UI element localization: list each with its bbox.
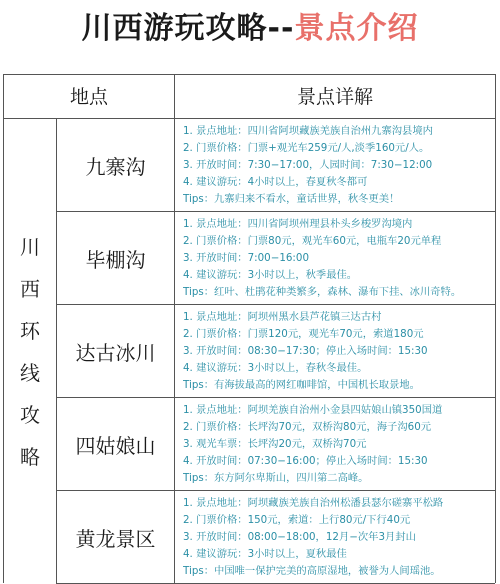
side-label — [4, 119, 57, 584]
page-title — [0, 0, 500, 74]
side-char: 略 — [20, 444, 40, 469]
spot-name: 达古冰川 — [57, 305, 175, 398]
detail-line: Tips：东方阿尔卑斯山，四川第二高峰。 — [183, 472, 369, 484]
spot-name: 毕棚沟 — [57, 212, 175, 305]
detail-line: Tips：红叶、杜鹃花种类繁多，森林、瀑布下挂、冰川奇特。 — [183, 286, 462, 298]
spot-details — [175, 119, 495, 212]
spot-name: 九寨沟 — [57, 119, 175, 212]
detail-line: 2. 门票价格：门票+观光车259元/人,淡季160元/人。 — [183, 142, 430, 154]
spot-details — [175, 305, 495, 398]
detail-line: 2. 门票价格：门票120元，观光车70元，索道180元 — [183, 328, 424, 340]
attractions-table — [3, 74, 496, 583]
detail-line: 2. 门票价格：150元，索道：上行80元/下行40元 — [183, 514, 411, 526]
detail-line: 1. 景点地址：四川省阿坝州理县朴头乡梭罗沟境内 — [183, 218, 413, 230]
detail-line: 1. 景点地址：四川省阿坝藏族羌族自治州九寨沟县境内 — [183, 125, 433, 137]
title-main: 川西游玩攻略-- — [81, 11, 295, 46]
detail-line: 3. 开放时间：08:30−17:30；停止入场时间：15:30 — [183, 345, 428, 357]
detail-line: 4. 开放时间：07:30−16:00；停止入场时间：15:30 — [183, 455, 428, 467]
table-row — [57, 305, 495, 398]
spot-details — [175, 491, 495, 584]
side-char: 环 — [20, 318, 40, 343]
detail-line: Tips：中国唯一保护完美的高原湿地，被誉为人间瑶池。 — [183, 565, 441, 577]
detail-line: 3. 开放时间：08:00−18:00，12月−次年3月封山 — [183, 531, 416, 543]
spot-details — [175, 212, 495, 305]
detail-line: 1. 景点地址：阿坝羌族自治州小金县四姑娘山镇350国道 — [183, 404, 443, 416]
detail-line: 4. 建议游玩：3小时以上，秋季最佳。 — [183, 269, 358, 281]
side-char: 川 — [20, 234, 40, 259]
side-char: 攻 — [20, 402, 40, 427]
spot-details — [175, 398, 495, 491]
detail-line: 1. 景点地址：阿坝藏族羌族自治州松潘县瑟尔磋寨平松路 — [183, 497, 444, 509]
table-row — [57, 491, 495, 584]
detail-line: 4. 建议游玩：4小时以上，春夏秋冬都可 — [183, 176, 368, 188]
detail-line: 3. 开放时间：7:30−17:00，人园时间：7:30−12:00 — [183, 159, 433, 171]
detail-line: 2. 门票价格：门票80元，观光车60元，电瓶车20元单程 — [183, 235, 442, 247]
table-row — [57, 398, 495, 491]
detail-line: 2. 门票价格：长坪沟70元，双桥沟80元，海子沟60元 — [183, 421, 432, 433]
detail-line: 3. 开放时间：7:00−16:00 — [183, 252, 310, 264]
detail-line: Tips：有海拔最高的网红咖啡馆，中国机长取景地。 — [183, 379, 420, 391]
detail-line: 4. 建议游玩：3小时以上，夏秋最佳 — [183, 548, 347, 560]
detail-line: 1. 景点地址：阿坝州黑水县芦花镇三达古村 — [183, 311, 382, 323]
header-details: 景点详解 — [175, 75, 495, 119]
detail-line: Tips：九寨归来不看水，童话世界，秋冬更美！ — [183, 193, 400, 205]
detail-line: 4. 建议游玩：3小时以上，春秋冬最佳。 — [183, 362, 368, 374]
spot-name: 黄龙景区 — [57, 491, 175, 584]
detail-line: 3. 观光车票：长坪沟20元，双桥沟70元 — [183, 438, 367, 450]
side-char: 西 — [20, 276, 40, 301]
spot-name: 四姑娘山 — [57, 398, 175, 491]
table-row — [57, 119, 495, 212]
title-subtitle: 景点介绍 — [294, 11, 419, 46]
header-location: 地点 — [4, 75, 175, 119]
side-char: 线 — [20, 360, 40, 385]
table-row — [57, 212, 495, 305]
